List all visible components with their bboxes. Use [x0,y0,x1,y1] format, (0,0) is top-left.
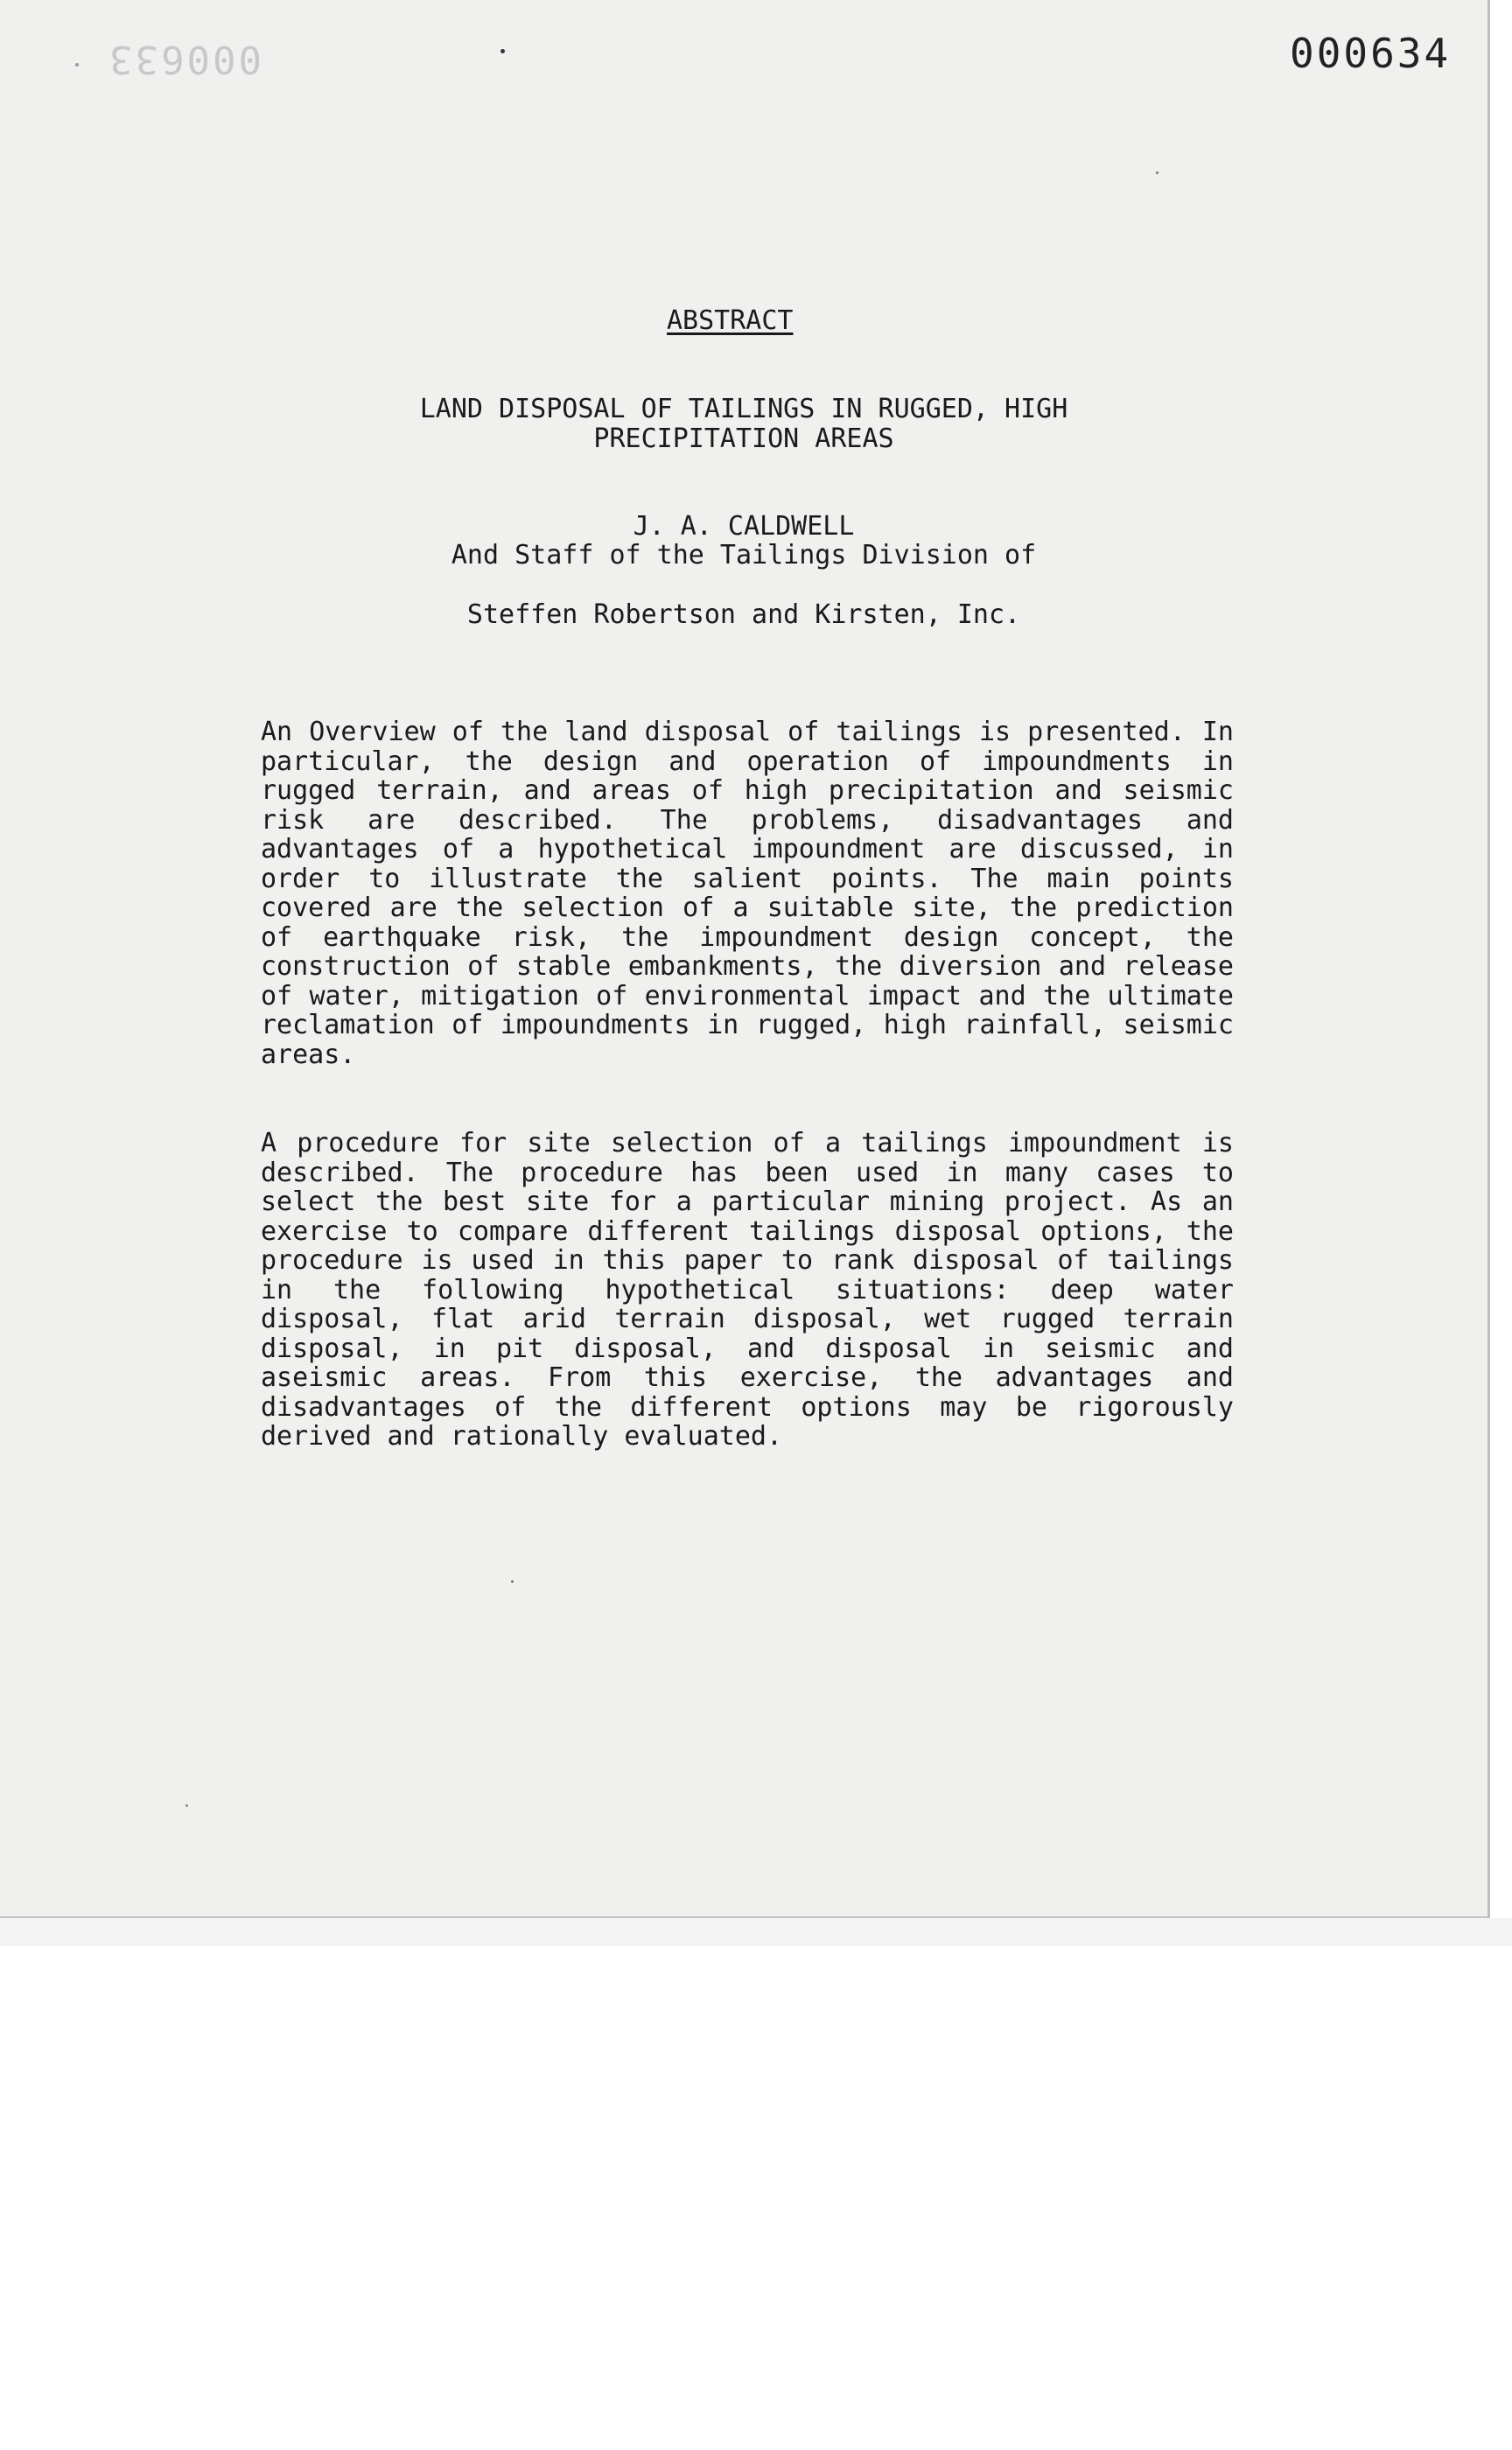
scan-speck [75,63,79,66]
page-number-stamp: 000634 [1290,30,1452,77]
scan-speck [511,1580,514,1583]
scan-speck [1156,172,1158,174]
bleed-through-page-number: 000633 [107,37,262,81]
abstract-paragraph-1: An Overview of the land disposal of tailings is presented. In particular, the design and operation of impoundments in rugged terrain, and areas of high precipitation and seismic risk are described. The problems, disadvantages and advantages of a hypothetical impoundment are discussed, in order to illustrate the salient points. The main points covered are the selection of a suitable site, the prediction of earthquake risk, the impoundment design concept, the construction of stable embankments, the diversion and release of water, mitigation of environmental impact and the ultimate reclamation of impoundments in rugged, high rainfall, seismic areas. [261,717,1234,1070]
scan-speck [186,1804,188,1807]
abstract-paragraph-2: A procedure for site selection of a tailings impoundment is described. The procedure has been used in many cases to select the best site for a particular mining project. As an exercise to compare different tailings disposal options, the procedure is used in this paper to rank disposal of tailings in the following hypothetical situations: deep water disposal, flat arid terrain disposal, wet rugged terrain disposal, in pit disposal, and disposal in seismic and aseismic areas. From this exercise, the advantages and disadvantages of the different options may be rigorously derived and rationally evaluated. [261,1128,1234,1452]
abstract-heading: ABSTRACT [667,305,794,336]
paper-title-line-2: PRECIPITATION AREAS [593,424,894,454]
author-name: J. A. CALDWELL [633,511,855,542]
affiliation-line-2: Steffen Robertson and Kirsten, Inc. [466,599,1021,630]
affiliation-line-1: And Staff of the Tailings Division of [451,540,1037,570]
scan-bottom-margin [0,1918,1512,1946]
paper-title-line-1: LAND DISPOSAL OF TAILINGS IN RUGGED, HIGH [419,394,1068,424]
scan-speck [500,49,505,53]
